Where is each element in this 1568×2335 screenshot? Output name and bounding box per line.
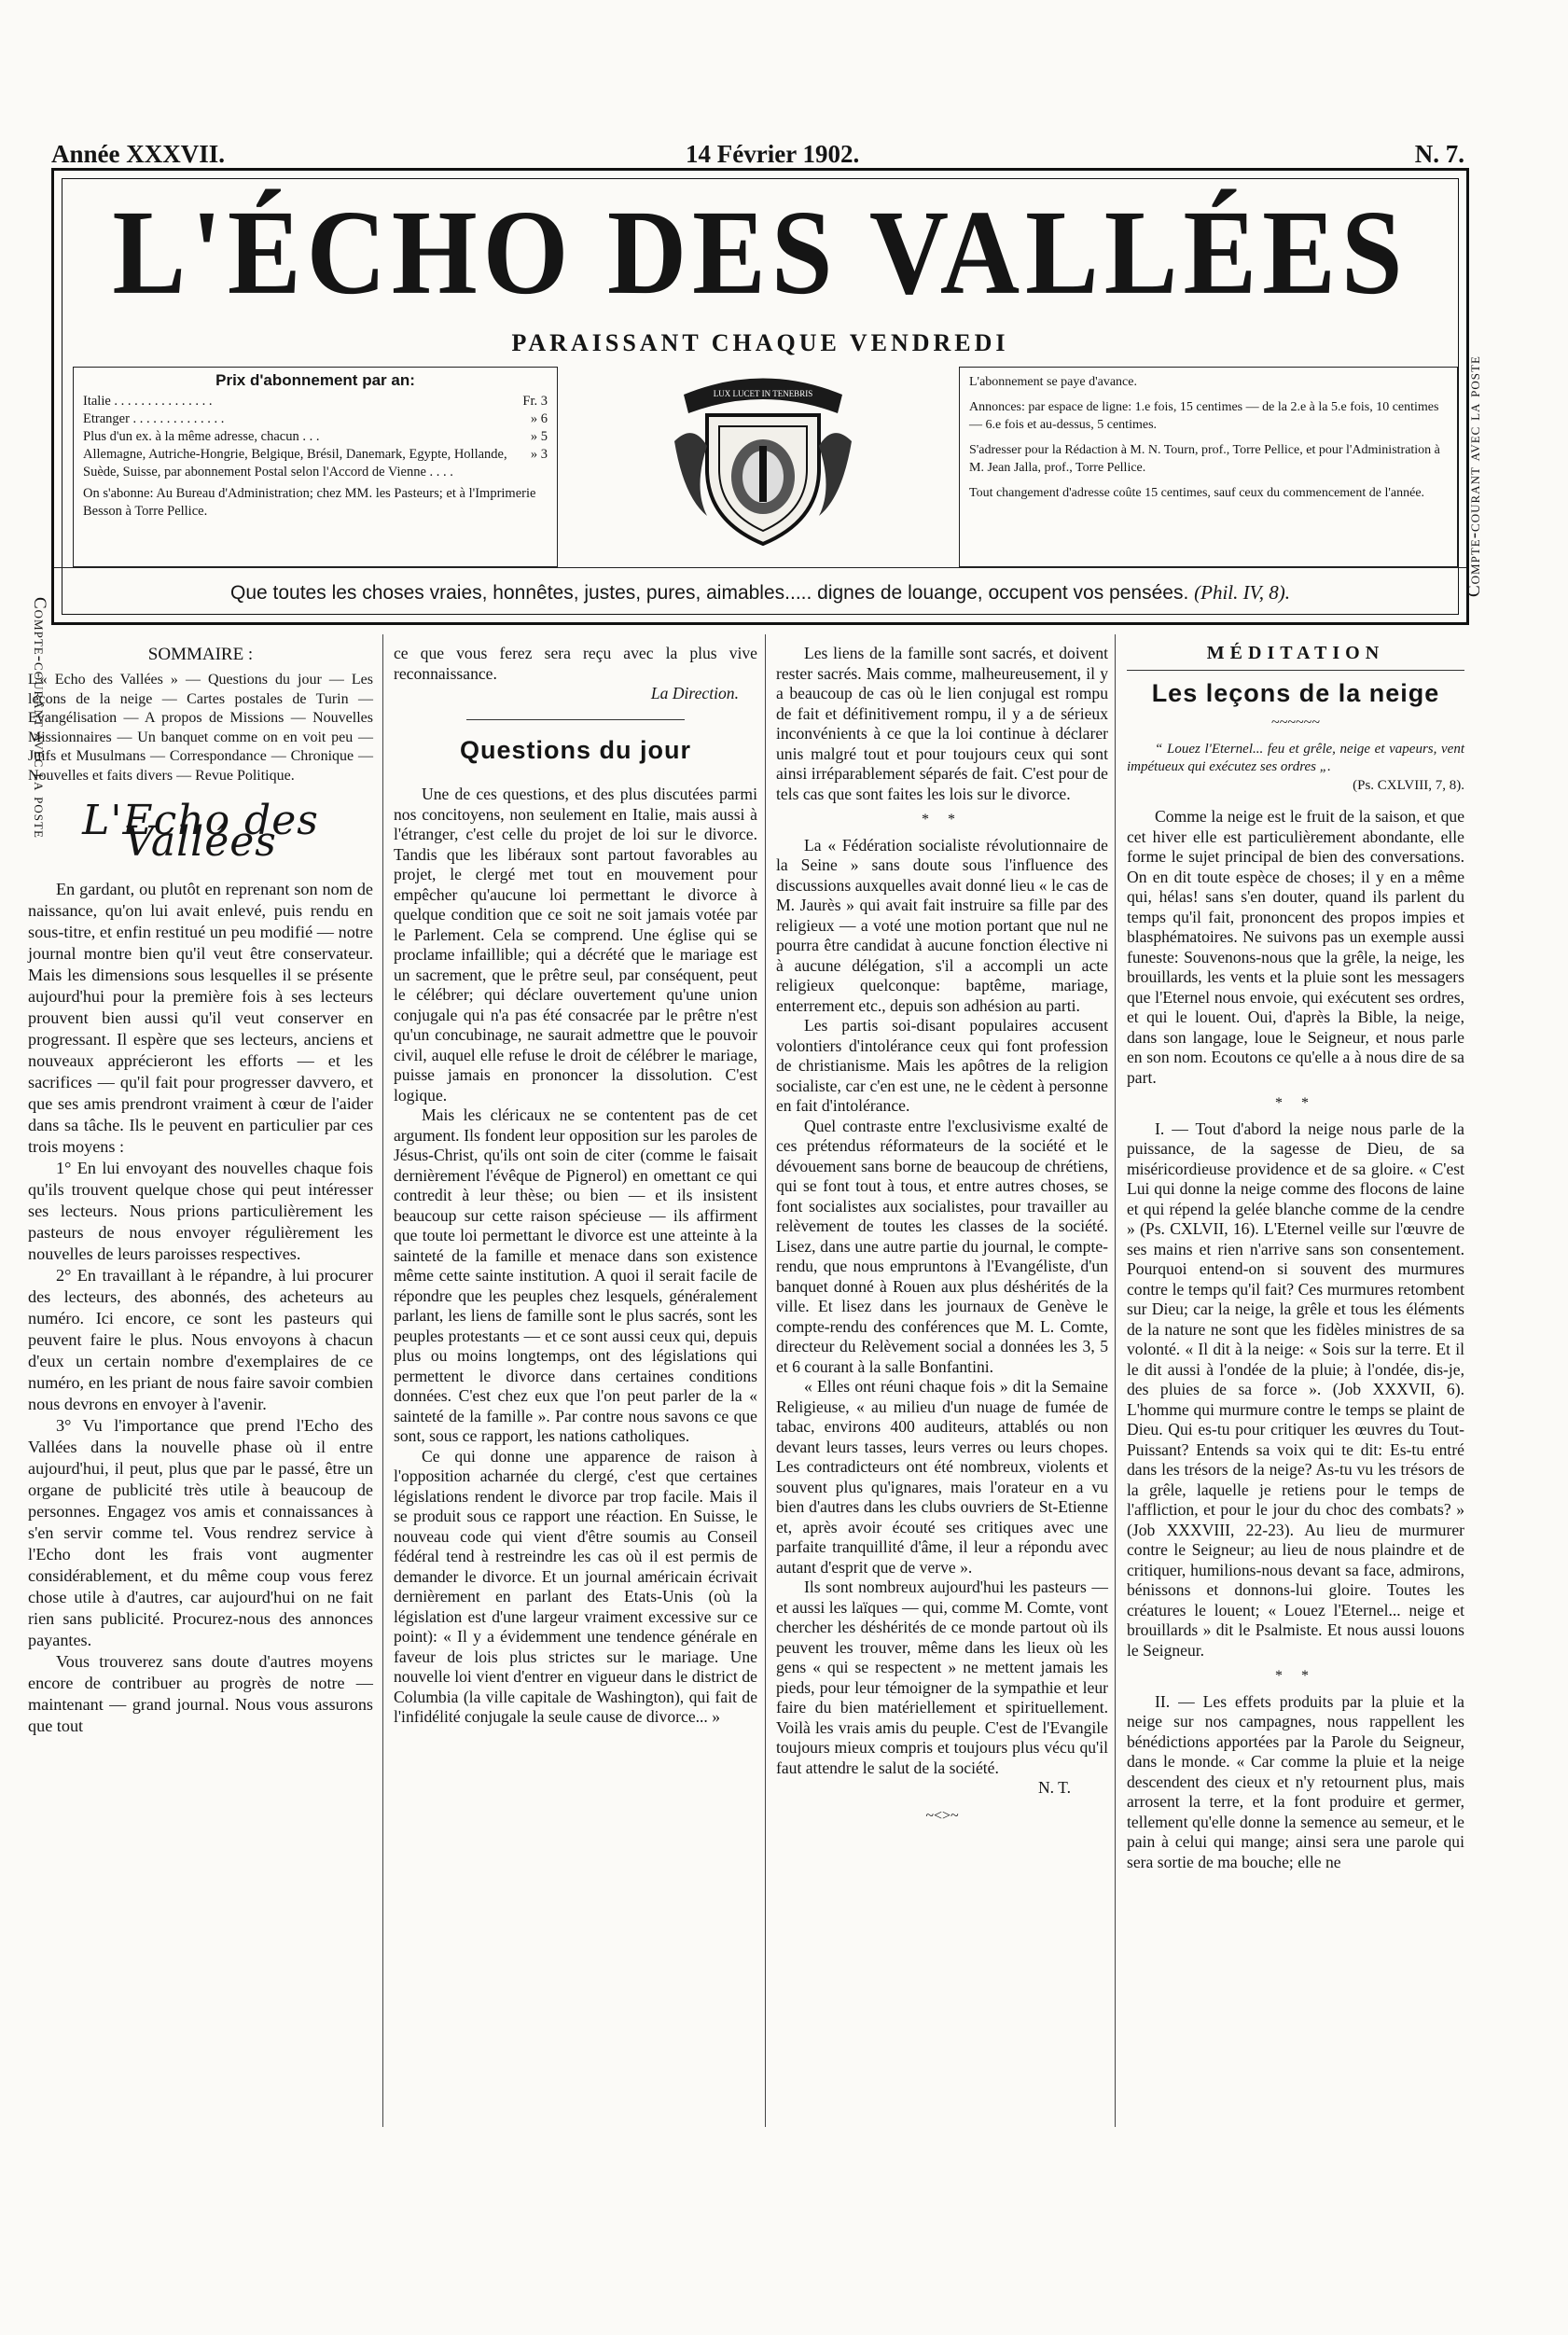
paragraph: ce que vous ferez sera reçu avec la plus vive reconnaissance. bbox=[394, 644, 757, 683]
column-3 bbox=[776, 644, 1108, 1833]
paragraph: II. — Les effets produits par la pluie et la neige sur nos campagnes, nous rappellent les bénédictions apportées par la Parole du Seigneur, dans le monde. « Car comme la pluie et la neige descendent des cieux et n'y retournent plus, mais arrosent la terre, et la font produire et germer, tellement qu'elle donne la semence au semeur, et le pain à celui qui mange; ainsi sera une parole qui sera sortie de ma bouche; elle ne bbox=[1127, 1691, 1464, 1871]
stars-separator: * * bbox=[1275, 1095, 1316, 1111]
issue-date: 14 Février 1902. bbox=[686, 140, 860, 168]
notice: L'abonnement se paye d'avance. bbox=[969, 375, 1137, 389]
divider bbox=[54, 567, 1466, 568]
paragraph: 2° En travaillant à le répandre, à lui procurer des lecteurs, des abonnés, des acheteurs au numéro. Ici encore, ce sont les pasteurs qui peuvent faire le plus. Nous envoyons à chacun d'eux un certain nombre d'exemplaires de ce numéro, en les priant de nous faire savoir combien nous devrons en envoyer à l'avenir. bbox=[28, 1266, 373, 1413]
paragraph: « Elles ont réuni chaque fois » dit la Semaine Religieuse, « au milieu d'un nuage de fumée de tabac, environs 400 auditeurs, attablés ou non devant leurs tasses, leurs verres ou leurs chopes. Les contradicteurs ont été nombreux, violents et souvent plus qu'ignares, mais l'orateur en a vu bien d'autres dans les clubs ouvriers de St-Etienne et, après avoir écouté ses critiques avec une parfaite tranquillité d'âme, il leur a répondu avec autant d'esprit que de verve ». bbox=[776, 1377, 1108, 1577]
section-title: MÉDITATION bbox=[1206, 643, 1385, 663]
column-1 bbox=[28, 644, 373, 1737]
stars-separator: * * bbox=[922, 812, 963, 827]
year-label: Année XXXVII. bbox=[51, 140, 226, 168]
newspaper-title: L'ÉCHO DES VALLÉES bbox=[112, 185, 1408, 320]
flourish: ~<>~ bbox=[925, 1807, 959, 1824]
paragraph: I. — Tout d'abord la neige nous parle de la puissance, de la sagesse de Dieu, de sa miséricordieuse providence et de sa gloire. « C'est Lui qui donne la neige comme des flocons de laine et qui répend la gelée blanche comme de la cendre » (Ps. CXLVII, 16). L'Eternel veille sur l'œuvre de ses mains et rien n'arrive sans son consentement. Pourquoi entend-on si souvent des murmures contre le temps qu'il fait? Ces murmures retombent sur Dieu; car la neige, la grêle et tous les éléments de la nature ne sont que les fidèles ministres de sa volonté. « Il dit à la neige: « Sois sur la terre. Et il le dit aussi à l'ondée de la pluie; à l'ondée, dis-je, des pluies de sa force ». (Job XXXVII, 6). L'homme qui murmure contre le temps se plaint de Dieu. Qui es-tu pour critiquer les œuvres du Tout-Puissant? Entends sa voix qui te dit: Es-tu entré dans les trésors de la neige? As-tu vu les trésors de la grêle, laquelle je retiens pour le temps de l'affliction, et pour le jour du choc des combats? » (Job XXXVIII, 22-23). Au lieu de murmurer contre le Seigneur; au lieu de nous plaindre et de critiquer, humilions-nous devant sa face, admirons, bénissons et donnons-lui gloire. Toutes les créatures le louent; « Louez l'Eternel... neige et brouillards » dit le Psalmiste. Et nous aussi louons le Seigneur. bbox=[1127, 1119, 1464, 1660]
emblem-logo bbox=[656, 357, 870, 558]
motto bbox=[54, 581, 1466, 605]
notice: Tout changement d'adresse coûte 15 centimes, sauf ceux du commencement de l'année. bbox=[969, 486, 1425, 500]
subscription-heading: Prix d'abonnement par an: bbox=[215, 371, 415, 389]
flourish: ~~~~~~ bbox=[1271, 715, 1320, 730]
paragraph: En gardant, ou plutôt en reprenant son nom de naissance, qu'on lui avait enlevé, puis rendu en sous-titre, et enfin restitué un peu modifié — notre journal montre bien qu'il veut être conservateur. Mais les dimensions sous lesquelles il se présente aujourd'hui pour la première fois à ses lecteurs prouvent bien aussi qu'il veut conserver en progressant. Il espère que ses lecteurs, anciens et nouveaux apprécieront les efforts — et les sacrifices — qu'il fait pour progresser davvero, et que ses amis prendront vraiment à cœur de l'aider dans sa tâche. Ils le peuvent en particulier par ces trois moyens : bbox=[28, 880, 373, 1156]
column-4 bbox=[1127, 644, 1464, 1872]
notices-box bbox=[959, 367, 1458, 567]
sommaire-title: SOMMAIRE : bbox=[147, 645, 254, 664]
article-heading: Les leçons de la neige bbox=[1151, 678, 1440, 707]
signature: N. T. bbox=[1037, 1778, 1071, 1797]
paragraph: 1° En lui envoyant des nouvelles chaque fois qu'ils trouvent quelque chose qui peut intéresser ses lecteurs. Nous prions particulièrement les pasteurs de nous envoyer régulièrement les nouvelles de leurs paroisses respectives. bbox=[28, 1159, 373, 1263]
subscription-row: Etranger . . . . . . . . . . . . . . » 6 bbox=[83, 411, 548, 426]
paragraph: Une de ces questions, et des plus discutées parmi nos concitoyens, non seulement en Italie, mais aussi à l'étranger, c'est celle du projet de loi sur le divorce. Tandis que les libéraux sont partout favorables au projet, le clergé met tout en mouvement pour empêcher qu'aucune loi permettant le divorce à quelque condition que ce soit ne soit jamais votée par le Parlement. Cela se comprend. Une église qui se proclame infaillible; qui a décrété que le mariage est un sacrement, que le prêtre seul, par conséquent, peut le célébrer; qui déclare ouvertement qu'une union conjugale qui n'a pas été consacrée par le prêtre n'est qu'un concubinage, ne saurait admettre que le pouvoir civil, auquel elle refuse le droit de célébrer le mariage, puisse jamais en prononcer la dissolution. C'est logique. bbox=[394, 785, 757, 1105]
article-heading: Questions du jour bbox=[459, 735, 691, 764]
column-2 bbox=[394, 644, 757, 1728]
emblem-motto: LUX LUCET IN TENEBRIS bbox=[713, 389, 813, 398]
paragraph: Les partis soi-disant populaires accusent volontiers d'intolérance ceux qui font profession de christianisme. Mais les apôtres de la religion socialiste, car c'en est une, ne le cèdent à personne en fait d'intolérance. bbox=[776, 1016, 1108, 1115]
stars-separator: * * bbox=[1275, 1668, 1316, 1684]
signature: La Direction. bbox=[650, 684, 739, 702]
notice: S'adresser pour la Rédaction à M. N. Tourn, prof., Torre Pellice, et pour l'Administration à M. Jean Jalla, prof., Torre Pellice. bbox=[969, 443, 1440, 475]
motto-text: Que toutes les choses vraies, honnêtes, justes, pures, aimables..... dignes de louange, occupent vos pensées. bbox=[230, 582, 1189, 604]
subscription-note: On s'abonne: Au Bureau d'Administration; chez MM. les Pasteurs; et à l'Imprimerie Besson à Torre Pellice. bbox=[83, 486, 536, 519]
motto-reference: (Phil. IV, 8). bbox=[1194, 581, 1290, 604]
subscription-row: Plus d'un ex. à la même adresse, chacun . . . » 5 bbox=[83, 429, 548, 444]
divider bbox=[1127, 670, 1464, 671]
paragraph: Mais les cléricaux ne se contentent pas de cet argument. Ils fondent leur opposition sur les paroles de Jésus-Christ, qu'ils ont soin de citer (comme le faisait dernièrement l'évêque de Pignerol) en omettant ce qui contredit à leur thèse; ou bien — et ils insistent beaucoup sur cette raison spécieuse — ils affirment que toute loi permettant le divorce est une atteinte à la sainteté de la famille et menace dans son existence même cette sainte institution. A quoi il serait facile de répondre que les peuples chez lesquels, généralement parlant, les liens de famille sont le plus sacrés, sont les peuples protestants — et ce sont aussi ceux qui, depuis plus ou moins longtemps, ont des législations qui permettent le divorce dans certaines conditions données. C'est chez eux que l'on peut parler de la « sainteté de la famille ». Par contre nous savons ce que sont, sous ce rapport, les nations catholiques. bbox=[394, 1105, 757, 1445]
subscription-row: Italie . . . . . . . . . . . . . . . Fr. 3 bbox=[83, 394, 548, 409]
side-label-right: Compte-courant avec la poste bbox=[1464, 355, 1484, 597]
column-divider bbox=[382, 634, 383, 2127]
side-label-left: Compte-courant avec la poste bbox=[30, 597, 49, 839]
divider bbox=[466, 719, 685, 720]
subscription-row: Allemagne, Autriche-Hongrie, Belgique, Brésil, Danemark, Egypte, Hollande, Suède, Suisse, par abonnement Postal selon l'Accord de Vienne . . . . » 3 bbox=[83, 447, 548, 480]
paragraph: 3° Vu l'importance que prend l'Echo des Vallées dans la nouvelle phase où il entre aujourd'hui, il peut, plus que par le passé, être un organe de publicité très utile à beaucoup de personnes. Engagez vos amis et connaissances à s'en servir comme tel. Vous rendrez service à l'Echo dont les frais vont augmenter considérablement, et du même coup vous ferez chose utile à d'autres, car aujourd'hui on ne fait rien sans publicité. Procurez-nous des annonces payantes. bbox=[28, 1416, 373, 1649]
epigraph-reference: (Ps. CXLVIII, 7, 8). bbox=[1353, 777, 1464, 793]
paragraph: Ce qui donne une apparence de raison à l'opposition acharnée du clergé, c'est que certaines législations rendent le divorce par trop facile. Mais il se produit sous ce rapport une réaction. En Suisse, le nouveau code qui vient d'être soumis au Conseil fédéral tend à restreindre les cas où il est permis de demander le divorce. Et un journal américain écrivait dernièrement en parlant des Etats-Unis (où la législation est d'une largeur vraiment excessive sur ce point): « Il y a évidemment une tendence générale en faveur de lois plus strictes sur le mariage. Une nouvelle loi vient d'entrer en vigueur dans le district de Columbia (la ville capitale de Washington), qui fait de l'infidélité conjugale la seule cause de divorce... » bbox=[394, 1446, 757, 1726]
paragraph: Quel contraste entre l'exclusivisme exalté de ces prétendus réformateurs de la société et le dévouement sans borne de beaucoup de chrétiens, qui se font tout à tous, et entre autres choses, se font socialistes aux socialistes, pour travailler au relèvement de toutes les classes de la société. Lisez, dans une autre partie du journal, le compte-rendu, que nous empruntons à l'Evangéliste, d'un banquet donné à Rouen aux plus déshérités de la ville. Et lisez dans les journaux de Genève le compte-rendu des conférences que M. L. Comte, directeur du Relèvement social a données les 3, 5 et 6 courant à la salle Bonfantini. bbox=[776, 1116, 1108, 1376]
issue-number: N. 7. bbox=[1414, 140, 1464, 168]
masthead bbox=[51, 168, 1469, 625]
sommaire: L'« Echo des Vallées » — Questions du jour — Les leçons de la neige — Cartes postales de Turin — Evangélisation — A propos de Missions — Nouvelles Missionnaires — Un banquet comme on en voit peu — Juifs et Musulmans — Correspondance — Chronique — Nouvelles et faits divers — Revue Politique. bbox=[28, 672, 373, 784]
paragraph: Ils sont nombreux aujourd'hui les pasteurs — et aussi les laïques — qui, comme M. Comte, vont chercher les déshérités de ce monde partout où ils peuvent les trouver, même dans les lieux où les gens « qui se respectent » ne mettent jamais les pieds, pour leur témoigner de la sympathie et leur faire du bien matériellement et spirituellement. Voilà les vrais amis du peuple. C'est de l'Evangile toujours mieux compris et toujours plus vécu qu'il faut attendre le salut de la société. bbox=[776, 1578, 1108, 1777]
column-divider bbox=[1115, 634, 1116, 2127]
paragraph: Comme la neige est le fruit de la saison, et que cet hiver elle est particulièrement abondante, elle forme le sujet principal de bien des conversations. On en dit toute espèce de choses; il y en a même qui, hélas! sans s'en douter, quand ils parlent du temps qu'il fait, prononcent des propos impies et blasphématoires. Ne suivons pas un exemple aussi funeste: Souvenons-nous que la grêle, la neige, les brouillards, les vents et la pluie sont les messagers que l'Eternel nous envoie, qui exécutent ses ordres, et qui le louent. Oui, d'après la Bible, la neige, dans son langage, loue le Seigneur, et nous parle en son nom. Ecoutons ce qu'elle a à nous dire de sa part. bbox=[1127, 807, 1464, 1087]
notice: Annonces: par espace de ligne: 1.e fois, 15 centimes — de la 2.e à la 5.e fois, 10 centimes — 6.e fois et au-dessus, 5 centimes. bbox=[969, 400, 1439, 432]
newspaper-subtitle: PARAISSANT CHAQUE VENDREDI bbox=[511, 329, 1009, 356]
subscription-box bbox=[73, 367, 558, 567]
epigraph: “ Louez l'Eternel... feu et grêle, neige et vapeurs, vent impétueux qui exécutez ses ordres „. bbox=[1127, 741, 1464, 774]
script-title: L'Echo des Vallées bbox=[82, 797, 319, 866]
column-divider bbox=[765, 634, 766, 2127]
paragraph: Les liens de la famille sont sacrés, et doivent rester sacrés. Mais comme, malheureusement, il y a beaucoup de cas où le lien conjugal est rompu de fait et définitivement rompu, il y a de sérieux inconvénients à ce que la loi continue à déclarer unis malgré tout et pour toujours ceux qui sont ainsi irréparablement séparés de fait. C'est pour de tels cas que sont faites les lois sur le divorce. bbox=[776, 644, 1108, 803]
paragraph: La « Fédération socialiste révolutionnaire de la Seine » sans doute sous l'influence des discussions auxquelles avait donné lieu « le cas de M. Jaurès » qui avait fait instruire sa fille par des religieux — a voté une motion portant que nul ne pourra être candidat à aucune fonction élective ni à aucune délégation, s'il a accompli un acte religieux quelconque: baptême, mariage, enterrement etc., depuis son adhésion au parti. bbox=[776, 835, 1108, 1015]
paragraph: Vous trouverez sans doute d'autres moyens encore de contribuer au progrès de notre — maintenant — grand journal. Nous vous assurons que tout bbox=[28, 1652, 373, 1735]
